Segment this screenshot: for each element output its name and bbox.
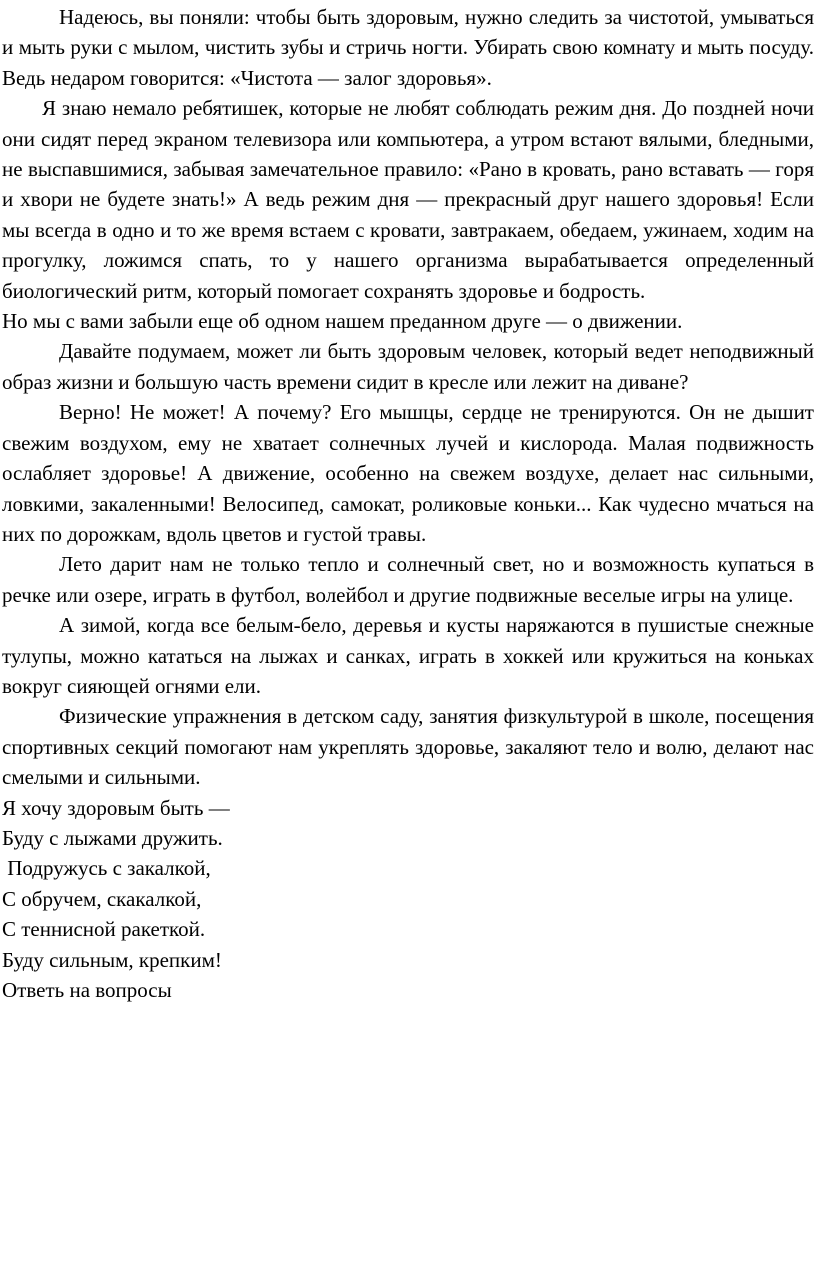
paragraph-daily-routine: Я знаю немало ребятишек, которые не любят соблюдать режим дня. До поздней ночи они сидят перед экраном телевизора или компьютера, а утром встают вялыми, бледными, не выспавшимися, забывая замечательное правило: «Рано в кровать, рано вставать — горя и хвори не будете знать!» А ведь режим дня — прекрасный друг нашего здоровья! Если мы всегда в одно и то же время встаем с кровати, завтракаем, обедаем, ужинаем, ходим на прогулку, ложимся спать, то у нашего организма вырабатывается определенный биологический ритм, который помогает сохранять здоровье и бодрость. [2,96,814,303]
poem-line: Буду с лыжами дружить. [2,825,223,850]
poem-line: С теннисной ракеткой. [2,917,206,942]
paragraph-exercise: Физические упражнения в детском саду, занятия физкультурой в школе, посещения спортивных секций помогают нам укреплять здоровье, закаляют тело и волю, делают нас смелыми и сильными. [2,704,814,790]
poem-line: Буду сильным, крепким! [2,947,222,972]
document-body [2,2,814,1005]
paragraph-right-answer: Верно! Не может! А почему? Его мышцы, сердце не тренируются. Он не дышит свежим воздухом, ему не хватает солнечных лучей и кислорода. Малая подвижность ослабляет здоровье! А движение, особенно на свежем воздухе, делает нас сильными, ловкими, закаленными! Велосипед, самокат, роликовые коньки... Как чудесно мчаться на них по дорожкам, вдоль цветов и густой травы. [2,400,814,546]
paragraph-cleanliness: Надеюсь, вы поняли: чтобы быть здоровым, нужно следить за чистотой, умываться и мыть руки с мылом, чистить зубы и стричь ногти. Убирать свою комнату и мыть посуду. Ведь недаром говорится: «Чистота — залог здоровья». [2,5,814,90]
paragraph-think: Давайте подумаем, может ли быть здоровым человек, который ведет неподвижный образ жизни и большую часть времени сидит в кресле или лежит на диване? [2,339,814,394]
poem-line: С обручем, скакалкой, [2,886,202,911]
poem-line: Я хочу здоровым быть — [2,795,230,820]
poem-line: Подружусь с закалкой, [2,856,211,881]
paragraph-winter: А зимой, когда все белым-бело, деревья и кусты наряжаются в пушистые снежные тулупы, можно кататься на лыжах и санках, играть в хоккей или кружиться на коньках вокруг сияющей огнями ели. [2,613,814,698]
closing-line: Ответь на вопросы [2,978,172,1002]
paragraph-summer: Лето дарит нам не только тепло и солнечный свет, но и возможность купаться в речке или озере, играть в футбол, волейбол и другие подвижные веселые игры на улице. [2,552,814,607]
poem [2,793,814,975]
paragraph-movement: Но мы с вами забыли еще об одном нашем преданном друге — о движении. [2,309,683,334]
